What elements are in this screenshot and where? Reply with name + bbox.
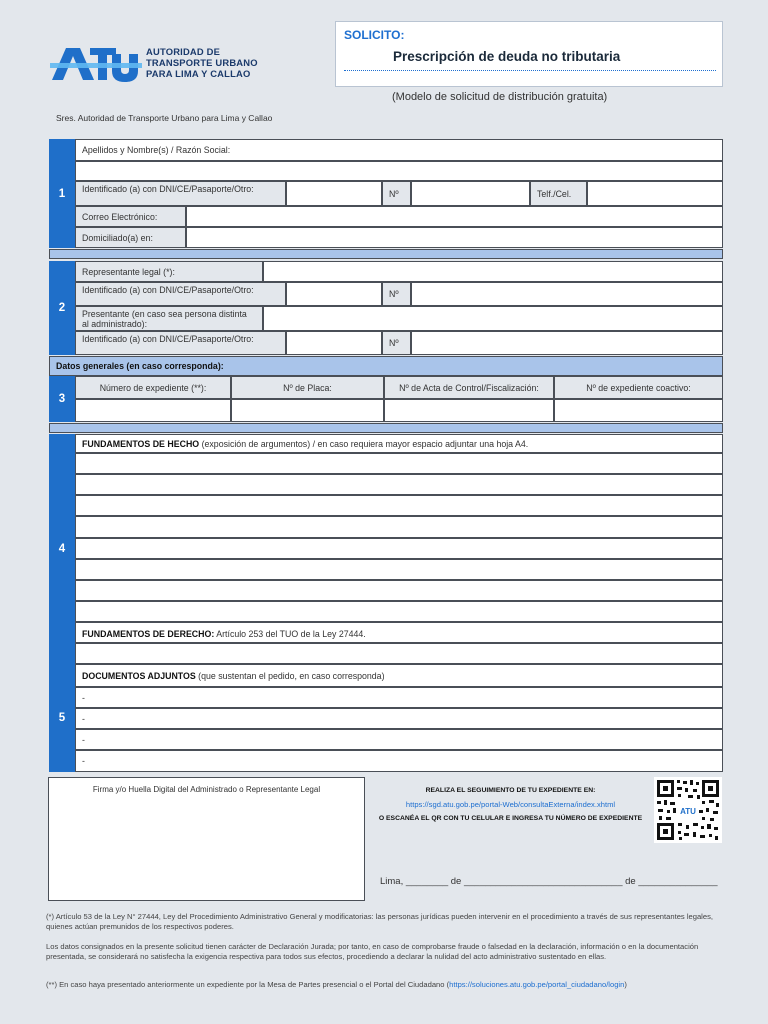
document-item[interactable]: - <box>75 708 723 729</box>
atu-logo <box>50 44 270 84</box>
address-field[interactable] <box>186 227 723 248</box>
document-item[interactable]: - <box>75 750 723 772</box>
facts-line[interactable] <box>75 516 723 538</box>
tracking-title: REALIZA EL SEGUIMIENTO DE TU EXPEDIENTE EN: <box>425 787 596 794</box>
facts-line[interactable] <box>75 538 723 559</box>
id-type-label: Identificado (a) con DNI/CE/Pasaporte/Otro: <box>75 181 286 206</box>
law-line[interactable] <box>75 643 723 664</box>
control-act-label: Nº de Acta de Control/Fiscalización: <box>384 376 554 399</box>
note-legal-entities: (*) Artículo 53 de la Ley N° 27444, Ley del Procedimiento Administrativo General y modificatorias: las personas jurídicas pueden intervenir en el procedimiento a través de sus representantes legales, quienes actúan premunidos de los respectivos poderes. <box>46 912 714 931</box>
facts-line[interactable] <box>75 474 723 495</box>
case-number-label: Número de expediente (**): <box>75 376 231 399</box>
logo-line: AUTORIDAD DE <box>146 46 221 57</box>
facts-line[interactable] <box>75 559 723 580</box>
phone-label: Telf./Cel. <box>530 181 587 206</box>
email-label: Correo Electrónico: <box>75 206 186 227</box>
name-field[interactable] <box>75 161 723 181</box>
address-label: Domiciliado(a) en: <box>75 227 186 248</box>
dotted-line <box>344 70 716 71</box>
phone-field[interactable] <box>587 181 723 206</box>
rep-id-type-field[interactable] <box>286 282 382 306</box>
representative-label: Representante legal (*): <box>75 261 263 282</box>
documents-heading-bold: DOCUMENTOS ADJUNTOS <box>82 671 196 681</box>
tracking-qr-text: O ESCANÉA EL QR CON TU CELULAR E INGRESA TU NÚMERO DE EXPEDIENTE <box>378 815 643 822</box>
document-item[interactable]: - <box>75 687 723 708</box>
id-type-field[interactable] <box>286 181 382 206</box>
control-act-field[interactable] <box>384 399 554 422</box>
facts-heading <box>75 434 723 453</box>
facts-line[interactable] <box>75 495 723 516</box>
document-item[interactable]: - <box>75 729 723 750</box>
id-number-label: Nº <box>382 181 411 206</box>
presenter-id-number-field[interactable] <box>411 331 723 355</box>
logo-line: TRANSPORTE URBANO <box>146 57 258 68</box>
separator-band <box>49 423 723 433</box>
presenter-label: Presentante (en caso sea persona distinta al administrado): <box>75 306 263 331</box>
id-number-field[interactable] <box>411 181 530 206</box>
section-2-number: 2 <box>49 261 75 355</box>
addressee: Sres. Autoridad de Transporte Urbano para Lima y Callao <box>56 113 273 123</box>
model-note: (Modelo de solicitud de distribución gratuita) <box>392 91 608 103</box>
facts-line[interactable] <box>75 601 723 622</box>
section-4-number: 4 <box>49 434 75 664</box>
solicito-title: Prescripción de deuda no tributaria <box>393 49 621 64</box>
documents-heading <box>75 664 723 687</box>
presenter-id-number-label: Nº <box>382 331 411 355</box>
case-number-field[interactable] <box>75 399 231 422</box>
facts-line[interactable] <box>75 453 723 474</box>
facts-heading-rest: (exposición de argumentos) / en caso requiera mayor espacio adjuntar una hoja A4. <box>199 439 529 449</box>
coercive-case-field[interactable] <box>554 399 723 422</box>
presenter-field[interactable] <box>263 306 723 331</box>
logo-wordmark <box>146 46 258 79</box>
presenter-id-type-label: Identificado (a) con DNI/CE/Pasaporte/Otro: <box>75 331 286 355</box>
qr-logo: ATU <box>680 807 696 816</box>
qr-code-graphic <box>654 777 722 843</box>
signature-box[interactable]: Firma y/o Huella Digital del Administrado o Representante Legal <box>48 777 365 901</box>
rep-id-number-field[interactable] <box>411 282 723 306</box>
separator-band <box>49 249 723 259</box>
note-previous-case-suffix: ) <box>624 980 627 989</box>
note-previous-case <box>46 980 724 990</box>
section-1-number: 1 <box>49 139 75 248</box>
plate-number-label: Nº de Placa: <box>231 376 384 399</box>
presenter-id-type-field[interactable] <box>286 331 382 355</box>
rep-id-type-label: Identificado (a) con DNI/CE/Pasaporte/Otro: <box>75 282 286 306</box>
tracking-info <box>373 787 648 823</box>
law-heading-bold: FUNDAMENTOS DE DERECHO: <box>82 629 215 639</box>
solicito-label: SOLICITO: <box>344 28 405 42</box>
name-label: Apellidos y Nombre(s) / Razón Social: <box>75 139 723 161</box>
rep-id-number-label: Nº <box>382 282 411 306</box>
general-data-band: Datos generales (en caso corresponda): <box>49 356 723 376</box>
section-5-number: 5 <box>49 664 75 772</box>
note-previous-case-prefix: (**) En caso haya presentado anteriormente un expediente por la Mesa de Partes presencial o el Portal del Ciudadano ( <box>46 980 450 989</box>
facts-heading-bold: FUNDAMENTOS DE HECHO <box>82 439 200 449</box>
note-sworn-statement: Los datos consignados en la presente solicitud tienen carácter de Declaración Jurada; por tanto, en caso de comprobarse fraude o falsedad en la declaración, información o en la documentación presentada, se considerará no satisfecha la exigencia respectiva para todos sus efectos, procediendo a declarar la nulidad del acto administrativo sustentado en ellas. <box>46 942 699 961</box>
law-heading-rest: Artículo 253 del TUO de la Ley 27444. <box>214 629 366 639</box>
representative-field[interactable] <box>263 261 723 282</box>
citizen-portal-link[interactable]: https://soluciones.atu.gob.pe/portal_ciudadano/login <box>449 980 625 989</box>
coercive-case-label: Nº de expediente coactivo: <box>554 376 723 399</box>
email-field[interactable] <box>186 206 723 227</box>
facts-line[interactable] <box>75 580 723 601</box>
place-date-line[interactable]: Lima, ________ de ______________________________ de _______________ <box>380 876 718 887</box>
qr-code-icon[interactable] <box>654 777 722 843</box>
section-3-number: 3 <box>49 376 75 422</box>
atu-logo-mark <box>50 44 142 84</box>
plate-number-field[interactable] <box>231 399 384 422</box>
law-heading <box>75 622 723 643</box>
tracking-link[interactable]: https://sgd.atu.gob.pe/portal-Web/consultaExterna/index.xhtml <box>405 800 616 809</box>
documents-heading-rest: (que sustentan el pedido, en caso corresponda) <box>195 671 385 681</box>
solicito-box <box>335 21 723 87</box>
logo-line: PARA LIMA Y CALLAO <box>146 68 251 79</box>
